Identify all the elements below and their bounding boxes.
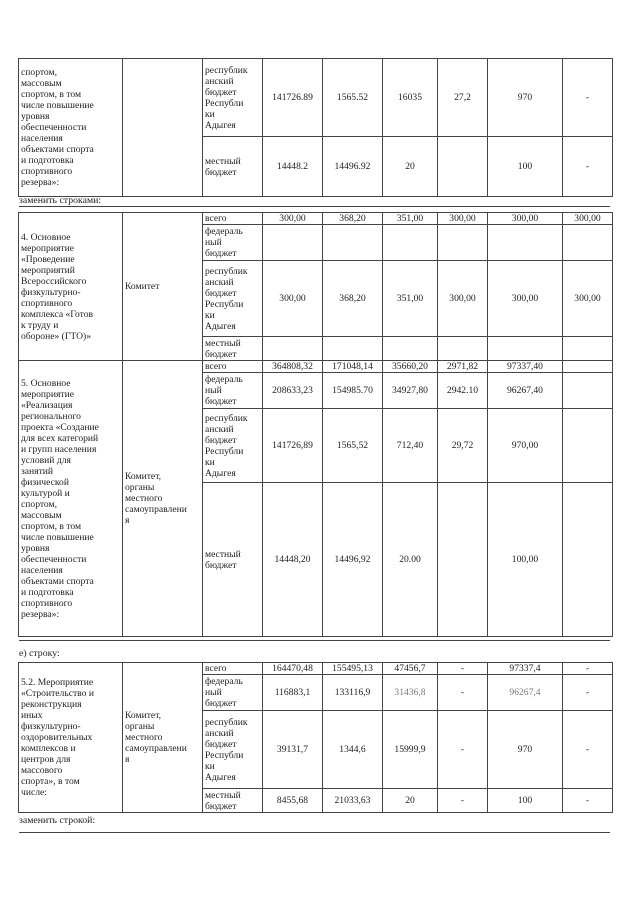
value-cell [563,361,613,373]
measure-5-2-executor: Комитет, органы местного самоуправлени я [123,663,203,813]
budget-label: всего [203,361,263,373]
value-cell [263,225,323,261]
value-cell [488,337,563,361]
value-cell: 364808,32 [263,361,323,373]
measure-5-executor: Комитет, органы местного самоуправлени я [123,361,203,637]
table-row [19,663,613,675]
value-cell: - [438,789,488,813]
measures-table [18,212,613,637]
value-cell: 100 [488,137,563,197]
value-cell: 96267,4 [488,675,563,711]
value-cell: - [563,663,613,675]
value-cell: 15999,9 [383,711,438,789]
value-cell: 300,00 [488,213,563,225]
value-cell: 368,20 [323,213,383,225]
value-cell [438,483,488,637]
value-cell: 970 [488,59,563,137]
value-cell: 34927,80 [383,373,438,409]
value-cell: 300,00 [438,213,488,225]
value-cell: 16035 [383,59,438,137]
divider [19,640,610,641]
value-cell [383,337,438,361]
measure-description: спортом, массовым спортом, в том числе повышение уровня обеспеченности населения объектами спорта и подготовка спортивного резерва»: [19,59,123,197]
value-cell: 154985.70 [323,373,383,409]
value-cell: 300,00 [438,261,488,337]
value-cell: 35660,20 [383,361,438,373]
value-cell: 97337,40 [488,361,563,373]
value-cell: 970 [488,711,563,789]
value-cell: - [563,675,613,711]
measure-4-description: 4. Основное мероприятие «Проведение мероприятий Всероссийского физкультурно- спортивного комплекса «Готов к труду и обороне» (ГТО)» [19,213,123,361]
budget-label: местный бюджет [203,789,263,813]
value-cell: 14448.2 [263,137,323,197]
value-cell: 20 [383,137,438,197]
value-cell: 14496,92 [323,483,383,637]
value-cell: 970,00 [488,409,563,483]
value-cell: 20.00 [383,483,438,637]
value-cell: 14496.92 [323,137,383,197]
item-e-label: е) строку: [19,648,60,659]
value-cell: 8455,68 [263,789,323,813]
value-cell [563,483,613,637]
value-cell: 29,72 [438,409,488,483]
instruction-replace-rows: заменить строками: [19,195,102,206]
value-cell: 100 [488,789,563,813]
continuation-table [18,58,613,197]
divider [19,832,610,833]
measure-5-description: 5. Основное мероприятие «Реализация регионального проекта «Создание для всех категорий и групп населения условий для занятий физической культурой и спортом, массовым спортом, в том числе повышение уровня обеспеченности населения объектами спорта и подготовка спортивного резерва»: [19,361,123,637]
value-cell: - [563,789,613,813]
value-cell [563,337,613,361]
value-cell: 96267,40 [488,373,563,409]
value-cell: 1565.52 [323,59,383,137]
value-cell: 300,00 [563,213,613,225]
executor-cell [123,59,203,197]
value-cell: 300,00 [563,261,613,337]
budget-label: республик анский бюджет Республи ки Адыгея [203,261,263,337]
value-cell: 1565,52 [323,409,383,483]
value-cell [563,225,613,261]
value-cell: 39131,7 [263,711,323,789]
budget-label: федераль ный бюджет [203,373,263,409]
value-cell: 100,00 [488,483,563,637]
value-cell: 14448,20 [263,483,323,637]
value-cell: 2942.10 [438,373,488,409]
value-cell [488,225,563,261]
table-row [19,361,613,373]
budget-label: местный бюджет [203,483,263,637]
value-cell: 155495,13 [323,663,383,675]
value-cell: 1344,6 [323,711,383,789]
value-cell: 141726.89 [263,59,323,137]
value-cell: 300,00 [263,261,323,337]
value-cell [563,409,613,483]
divider [19,206,610,207]
value-cell: 368,20 [323,261,383,337]
value-cell: 208633,23 [263,373,323,409]
value-cell: 21033,63 [323,789,383,813]
budget-label: республик анский бюджет Республи ки Адыгея [203,711,263,789]
table-row [19,213,613,225]
value-cell: 171048,14 [323,361,383,373]
value-cell: 27,2 [438,59,488,137]
value-cell [323,225,383,261]
budget-label: всего [203,663,263,675]
budget-label: республик анский бюджет Республи ки Адыгея [203,59,263,137]
value-cell: 300,00 [488,261,563,337]
value-cell: - [563,137,613,197]
value-cell [438,337,488,361]
budget-label: федераль ный бюджет [203,675,263,711]
value-cell [438,225,488,261]
value-cell: 133116,9 [323,675,383,711]
value-cell: - [438,663,488,675]
value-cell: - [438,711,488,789]
measure-5-2-table [18,662,613,813]
budget-label: всего [203,213,263,225]
instruction-replace-row: заменить строкой: [19,815,96,826]
budget-label: местный бюджет [203,337,263,361]
value-cell [383,225,438,261]
value-cell: 351,00 [383,261,438,337]
value-cell: - [438,675,488,711]
value-cell: 31436,8 [383,675,438,711]
value-cell [438,137,488,197]
value-cell: - [563,59,613,137]
measure-4-executor: Комитет [123,213,203,361]
value-cell: 97337,4 [488,663,563,675]
measure-5-2-description: 5.2. Мероприятие «Строительство и реконструкция иных физкультурно- оздоровительных комплексов и центров для массового спорта», в том числе: [19,663,123,813]
value-cell: 116883,1 [263,675,323,711]
budget-label: федераль ный бюджет [203,225,263,261]
value-cell: 47456,7 [383,663,438,675]
value-cell: 2971,82 [438,361,488,373]
value-cell: 141726,89 [263,409,323,483]
value-cell: 712,40 [383,409,438,483]
value-cell: 300,00 [263,213,323,225]
value-cell: 20 [383,789,438,813]
value-cell [563,373,613,409]
value-cell [323,337,383,361]
value-cell: 164470,48 [263,663,323,675]
table-row [19,59,613,137]
value-cell: 351,00 [383,213,438,225]
budget-label: местный бюджет [203,137,263,197]
budget-label: республик анский бюджет Республи ки Адыгея [203,409,263,483]
value-cell: - [563,711,613,789]
value-cell [263,337,323,361]
